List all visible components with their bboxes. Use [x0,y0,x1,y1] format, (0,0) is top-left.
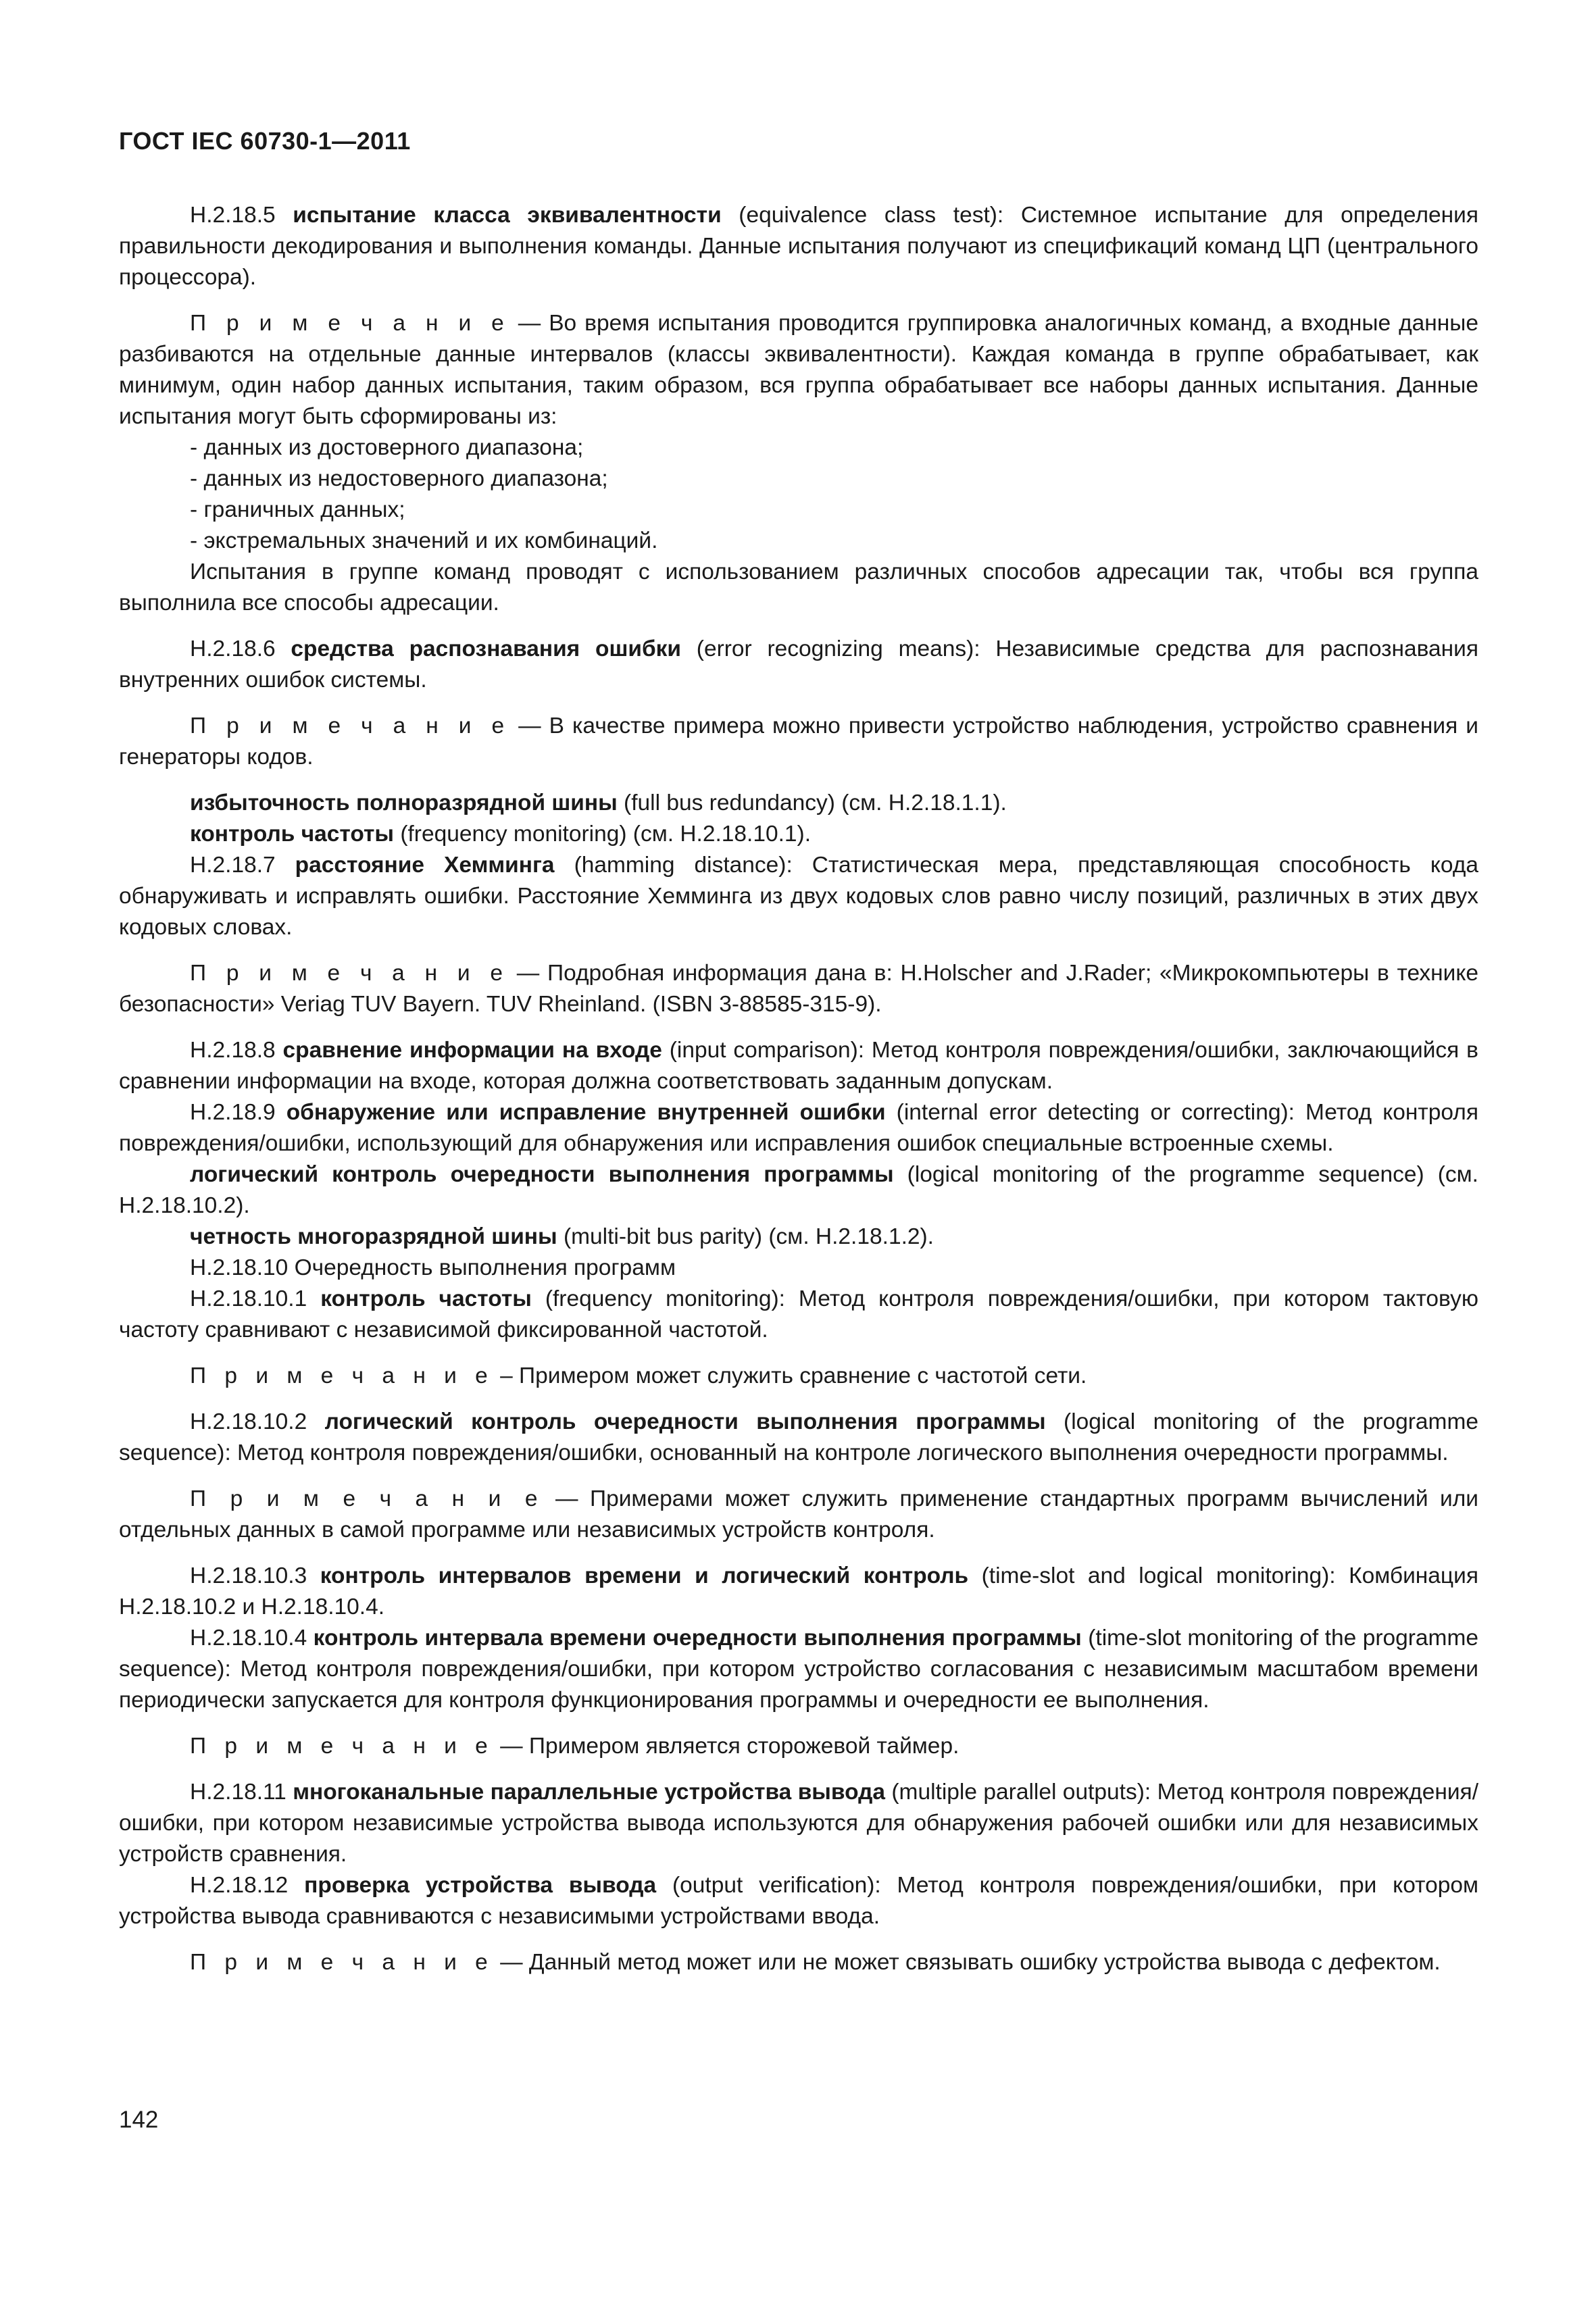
clause-h-2-18-8 [119,1035,1478,1097]
note-label: П р и м е ч а н и е [190,311,510,336]
clause-text: (equivalence class test): Системное испытание для определения правильности декодирования и выполнения команды. Данные испытания получают из спецификаций команд ЦП (центрального процессора). [119,203,1478,290]
clause-h-2-18-10-1 [119,1284,1478,1346]
clause-h-2-18-10: H.2.18.10 Очередность выполнения программ [190,1255,676,1280]
clause-term: логический контроль очередности выполнения программы [324,1409,1046,1434]
note-text: — Данный метод может или не может связывать ошибку устройства вывода с дефектом. [493,1950,1441,1975]
document-page [119,0,1478,2314]
clause-term: контроль интервалов времени и логический контроль [320,1563,969,1588]
clause-text: (frequency monitoring): Метод контроля повреждения/ошибки, при котором тактовую частоту сравнивают с независимой фиксированной частотой. [119,1286,1478,1342]
note-h-2-18-6 [119,711,1478,773]
note-label: П р и м е ч а н и е [190,1486,544,1511]
note-h-2-18-10-2 [119,1484,1478,1546]
clause-h-2-18-11 [119,1777,1478,1870]
reference-text: (full bus redundancy) (см. H.2.18.1.1). [617,790,1007,815]
clause-number: H.2.18.10.3 [190,1563,320,1588]
reference-frequency-monitoring [119,819,1478,850]
clause-term: многоканальные параллельные устройства вывода [293,1780,885,1805]
reference-logical-monitoring [119,1159,1478,1222]
clause-number: H.2.18.12 [190,1873,305,1898]
note-h-2-18-10-4 [119,1731,1478,1762]
clause-term: испытание класса эквивалентности [293,203,722,228]
clause-text: (error recognizing means): Независимые средства для распознавания внутренних ошибок системы. [119,636,1478,693]
note-h-2-18-12 [119,1947,1478,1978]
note-text: — Подробная информация дана в: H.Holscher and J.Rader; «Микрокомпьютеры в технике безопасности» Veriag TUV Bayern. TUV Rheinland. (ISBN 3-88585-315-9). [119,961,1479,1017]
clause-text: (time-slot monitoring of the programme sequence): Метод контроля повреждения/ошибки, при котором устройство согласования с независимым масштабом времени периодически запускается для контроля функционирования программы и очередности ее выполнения. [119,1626,1478,1713]
clause-number: H.2.18.10.1 [190,1286,321,1311]
note-label: П р и м е ч а н и е [190,1950,494,1975]
clause-term: проверка устройства вывода [304,1873,657,1898]
note-h-2-18-5 [119,308,1478,432]
reference-term: четность многоразрядной шины [190,1224,557,1249]
clause-term: контроль интервала времени очередности выполнения программы [313,1626,1082,1651]
note-label: П р и м е ч а н и е [190,1734,494,1759]
clause-h-2-18-10-2 [119,1407,1478,1469]
reference-term: логический контроль очередности выполнения программы [190,1162,894,1187]
clause-term: обнаружение или исправление внутренней ошибки [286,1100,886,1125]
clause-term: расстояние Хемминга [295,853,555,878]
clause-number: H.2.18.9 [190,1100,286,1125]
reference-term: контроль частоты [190,822,395,847]
note-h-2-18-7 [119,958,1478,1020]
clause-text: (logical monitoring of the programme sequence): Метод контроля повреждения/ошибки, основанный на контроле логического выполнения очередности программы. [119,1409,1478,1465]
clause-text: (internal error detecting or correcting): Метод контроля повреждения/ошибки, использующий для обнаружения или исправления ошибок специальные встроенные схемы. [119,1100,1478,1156]
clause-number: H.2.18.8 [190,1038,283,1063]
clause-h-2-18-9 [119,1097,1478,1159]
reference-term: избыточность полноразрядной шины [190,790,618,815]
note-label: П р и м е ч а н и е [190,713,511,738]
clause-text: (input comparison): Метод контроля повреждения/ошибки, заключающийся в сравнении информации на входе, которая должна соответствовать заданным допускам. [119,1038,1478,1094]
note-tail: Испытания в группе команд проводят с использованием различных способов адресации так, чтобы вся группа выполнила все способы адресации. [119,559,1478,615]
reference-text: (logical monitoring of the programme sequence) (см. H.2.18.10.2). [119,1162,1478,1218]
list-item: - данных из достоверного диапазона; [190,435,584,460]
clause-h-2-18-10-4 [119,1623,1478,1716]
clause-number: H.2.18.5 [190,203,293,228]
clause-h-2-18-12 [119,1870,1478,1932]
note-text: – Примером может служить сравнение с частотой сети. [493,1363,1087,1388]
clause-term: сравнение информации на входе [282,1038,662,1063]
clause-h-2-18-6 [119,634,1478,696]
note-h-2-18-10-1 [119,1361,1478,1392]
note-text: — В качестве примера можно привести устройство наблюдения, устройство сравнения и генераторы кодов. [119,713,1478,770]
clause-number: H.2.18.11 [190,1780,293,1805]
clause-number: H.2.18.6 [190,636,291,661]
clause-text: (time-slot and logical monitoring): Комбинация H.2.18.10.2 и H.2.18.10.4. [119,1563,1478,1619]
note-label: П р и м е ч а н и е [190,1363,494,1388]
list-item: - граничных данных; [190,497,405,522]
note-label: П р и м е ч а н и е [190,961,509,986]
list-item: - данных из недостоверного диапазона; [190,466,608,491]
note-text: — Во время испытания проводится группировка аналогичных команд, а входные данные разбиваются на отдельные данные интервалов (классы эквивалентности). Каждая команда в группе обрабатывает, как минимум, один набор данных испытания, таким образом, вся группа обрабатывает все наборы данных испытания. Данные испытания могут быть сформированы из: [119,311,1478,429]
document-body [119,200,1478,1993]
clause-number: H.2.18.10.2 [190,1409,325,1434]
clause-number: H.2.18.10.4 [190,1626,314,1651]
reference-full-bus-redundancy [119,788,1478,819]
note-text: — Примерами может служить применение стандартных программ вычислений или отдельных данных в самой программе или независимых устройств контроля. [119,1486,1478,1542]
clause-h-2-18-10-3 [119,1561,1478,1623]
clause-text: (hamming distance): Статистическая мера, представляющая способность кода обнаруживать и исправлять ошибки. Расстояние Хемминга из двух кодовых слов равно числу позиций, различных в этих двух кодовых словах. [119,853,1479,940]
note-text: — Примером является сторожевой таймер. [493,1734,959,1759]
reference-text: (frequency monitoring) (см. H.2.18.10.1). [394,822,812,847]
clause-number: H.2.18.7 [190,853,295,878]
clause-text: (output verification): Метод контроля повреждения/ошибки, при котором устройства вывода сравниваются с независимыми устройствами ввода. [119,1873,1479,1929]
reference-bus-parity [119,1222,1478,1253]
list-item: - экстремальных значений и их комбинаций. [190,528,658,553]
clause-term: средства распознавания ошибки [291,636,682,661]
document-header: ГОСТ IEC 60730-1—2011 [119,127,411,155]
clause-h-2-18-7 [119,850,1478,943]
page-number: 142 [119,2107,159,2133]
reference-text: (multi-bit bus parity) (см. H.2.18.1.2). [557,1224,934,1249]
clause-h-2-18-5 [119,200,1478,293]
clause-text: (multiple parallel outputs): Метод контроля повреждения/ошибки, при котором независимые устройства вывода используются для обнаружения рабочей ошибки или для независимых устройств сравнения. [119,1780,1479,1867]
clause-term: контроль частоты [320,1286,532,1311]
